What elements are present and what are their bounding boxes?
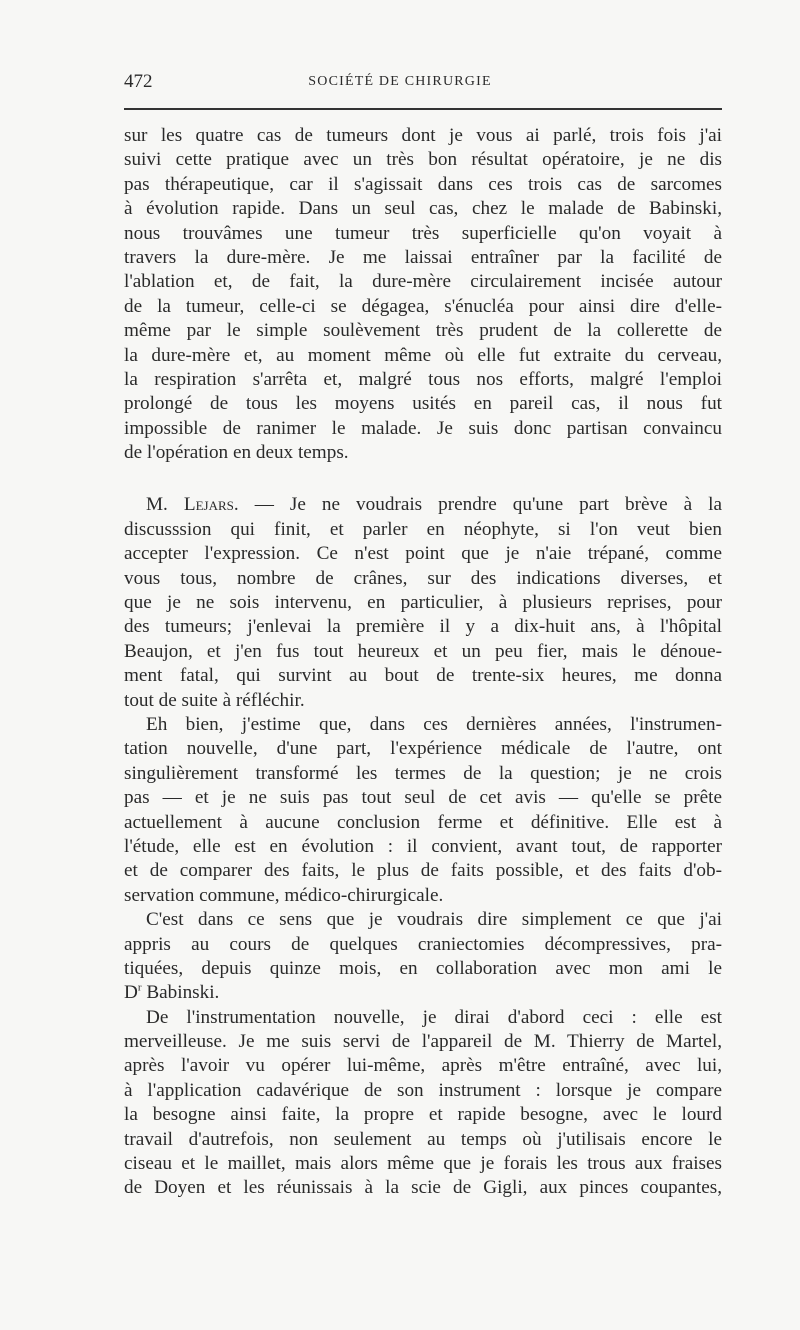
header-rule <box>124 108 722 110</box>
text-line: suivi cette pratique avec un très bon résultat opératoire, je ne dis <box>124 149 722 171</box>
text-line: ment fatal, qui survint au bout de trente-six heures, me donna <box>124 665 722 687</box>
text-fragment: Babinski. <box>141 982 220 1004</box>
text-line: l'ablation et, de fait, la dure-mère circulairement incisée autour <box>124 271 722 293</box>
paragraph <box>124 124 722 465</box>
text-line: l'étude, elle est en évolution : il convient, avant tout, de rapporter <box>124 835 722 857</box>
text-line: sur les quatre cas de tumeurs dont je vous ai parlé, trois fois j'ai <box>124 125 722 146</box>
text-line: prolongé de tous les moyens usités en pareil cas, il nous fut <box>124 393 722 415</box>
text-line: appris au cours de quelques craniectomies décompressives, pra- <box>124 933 722 955</box>
text-line: que je ne sois intervenu, en particulier, à plusieurs reprises, pour <box>124 592 722 614</box>
text-line: même par le simple soulèvement très prudent de la collerette de <box>124 320 722 342</box>
text-line: impossible de ranimer le malade. Je suis donc partisan convaincu <box>124 417 722 439</box>
text-line: accepter l'expression. Ce n'est point que je n'aie trépané, comme <box>124 543 722 565</box>
paragraph <box>124 713 722 908</box>
text-line: à l'application cadavérique de son instrument : lorsque je compare <box>124 1079 722 1101</box>
text-line: tiquées, depuis quinze mois, en collaboration avec mon ami le <box>124 957 722 979</box>
text-line <box>124 493 722 517</box>
text-line: De l'instrumentation nouvelle, je dirai d'abord ceci : elle est <box>146 1006 722 1028</box>
text-line: travail d'autrefois, non seulement au temps où j'utilisais encore le <box>124 1128 722 1150</box>
text-line: la respiration s'arrêta et, malgré tous nos efforts, malgré l'emploi <box>124 368 722 390</box>
text-fragment: D <box>124 982 138 1004</box>
text-line: tation nouvelle, d'une part, l'expérience médicale de l'autre, ont <box>124 738 722 760</box>
text-line: la besogne ainsi faite, la propre et rapide besogne, avec le lourd <box>124 1104 722 1126</box>
text-line: des tumeurs; j'enlevai la première il y a dix-huit ans, à l'hôpital <box>124 616 722 638</box>
text-line: ciseau et le maillet, mais alors même que je forais les trous aux fraises <box>124 1153 722 1175</box>
text-line: C'est dans ce sens que je voudrais dire simplement ce que j'ai <box>146 909 722 931</box>
text-line: et de comparer des faits, le plus de faits possible, et des faits d'ob- <box>124 860 722 882</box>
page-number: 472 <box>124 71 153 92</box>
paragraph <box>124 908 722 1006</box>
speaker-name: M. Lejars. <box>146 494 239 516</box>
text-line: de la tumeur, celle-ci se dégagea, s'énucléa pour ainsi dire d'elle- <box>124 295 722 317</box>
text-line: Beaujon, et j'en fus tout heureux et un peu fier, mais le dénoue- <box>124 640 722 662</box>
text-line: discusssion qui finit, et parler en néophyte, si l'on veut bien <box>124 518 722 540</box>
text-line: nous trouvâmes une tumeur très superficielle qu'on voyait à <box>124 222 722 244</box>
text-line: la dure-mère et, au moment même où elle fut extraite du cerveau, <box>124 344 722 366</box>
text-line: Eh bien, j'estime que, dans ces dernières années, l'instrumen- <box>146 713 722 735</box>
text-line: tout de suite à réfléchir. <box>124 689 305 711</box>
text-line <box>124 981 722 1005</box>
text-line: merveilleuse. Je me suis servi de l'appareil de M. Thierry de Martel, <box>124 1031 722 1053</box>
text-line: singulièrement transformé les termes de la question; je ne crois <box>124 762 722 784</box>
superscript: r <box>137 981 142 994</box>
text-line: de Doyen et les réunissais à la scie de Gigli, aux pinces coupantes, <box>124 1177 722 1199</box>
text-line: à évolution rapide. Dans un seul cas, chez le malade de Babinski, <box>124 198 722 220</box>
paragraph <box>124 1006 722 1201</box>
body-text <box>124 124 722 1201</box>
text-line: actuellement à aucune conclusion ferme et définitive. Elle est à <box>124 811 722 833</box>
paragraph <box>124 493 722 713</box>
text-line: travers la dure-mère. Je me laissai entraîner par la facilité de <box>124 246 722 268</box>
text-line: pas — et je ne suis pas tout seul de cet avis — qu'elle se prête <box>124 787 722 809</box>
text-line: après l'avoir vu opérer lui-même, après m'être entraîné, avec lui, <box>124 1055 722 1077</box>
text-line: pas thérapeutique, car il s'agissait dans ces trois cas de sarcomes <box>124 173 722 195</box>
text-line: de l'opération en deux temps. <box>124 442 349 464</box>
text-line-content: — Je ne voudrais prendre qu'une part brève à la <box>238 494 722 516</box>
running-title: SOCIÉTÉ DE CHIRURGIE <box>308 74 492 89</box>
text-line: vous tous, nombre de crânes, sur des indications diverses, et <box>124 567 722 589</box>
text-line: servation commune, médico-chirurgicale. <box>124 884 444 906</box>
